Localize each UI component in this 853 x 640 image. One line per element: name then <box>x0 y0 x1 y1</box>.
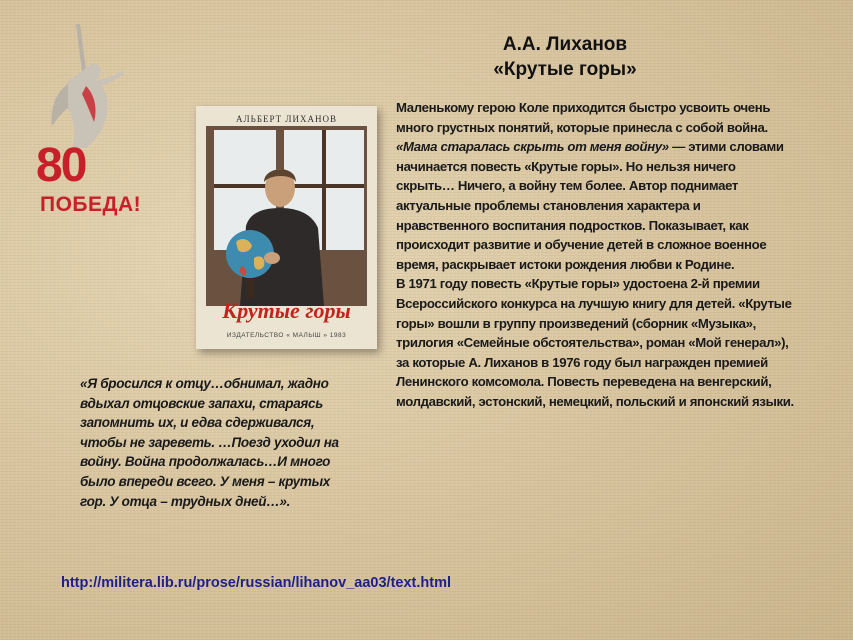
motherland-statue-icon <box>46 22 126 152</box>
description-paragraph-2: В 1971 году повесть «Крутые горы» удостоена 2-й премии Всероссийского конкурса на лучшую книгу для детей. «Крутые горы» вошли в группу произведений (сборник «Музыка», трилогия «Семейные обстоятельства», роман «Мой генерал»), за которые А. Лиханов в 1976 году был награжден премией Ленинского комсомола. Повесть переведена на венгерский, молдавский, эстонский, немецкий, польский и японский языки. <box>396 276 794 409</box>
book-quote: «Я бросился к отцу…обнимал, жадно вдыхал отцовские запахи, стараясь запомнить их, и едва сдерживался, чтобы не зареветь. …Поезд уходил на войну. Война продолжалась…И много было впереди всего. У меня – крутых гор. У отца – трудных дней…». <box>80 376 339 509</box>
title-work: «Крутые горы» <box>493 59 637 80</box>
emblem-number: 80 <box>36 139 86 192</box>
book-cover-illustration <box>206 126 367 306</box>
emblem-label: ПОБЕДА! <box>40 193 142 216</box>
victory-80-emblem <box>28 22 148 222</box>
page-title <box>450 32 680 82</box>
book-description <box>396 98 796 412</box>
book-cover-image <box>196 106 377 349</box>
source-link[interactable]: http://militera.lib.ru/prose/russian/lihanov_aa03/text.html <box>61 575 451 591</box>
book-cover-author: АЛЬБЕРТ ЛИХАНОВ <box>236 114 337 124</box>
book-cover-publisher: ИЗДАТЕЛЬСТВО « МАЛЫШ » 1983 <box>226 332 347 339</box>
description-quote: «Мама старалась скрыть от меня войну» <box>396 139 669 155</box>
book-cover-title: Крутые горы <box>222 298 351 323</box>
title-author: А.А. Лиханов <box>502 34 628 55</box>
description-paragraph-1: Маленькому герою Коле приходится быстро усвоить очень много грустных понятий, которые принесла с собой война. «Мама старалась скрыть от меня войну» — этими словами начинается повесть «Крутые горы». Но нельзя ничего скрыть… Ничего, а войну тем более. Автор поднимает актуальные проблемы становления характера и нравственного воспитания подростков. Показывает, как происходит развитие и обучение детей в сложное военное время, раскрывает истоки рождения любви к Родине. <box>396 100 784 272</box>
